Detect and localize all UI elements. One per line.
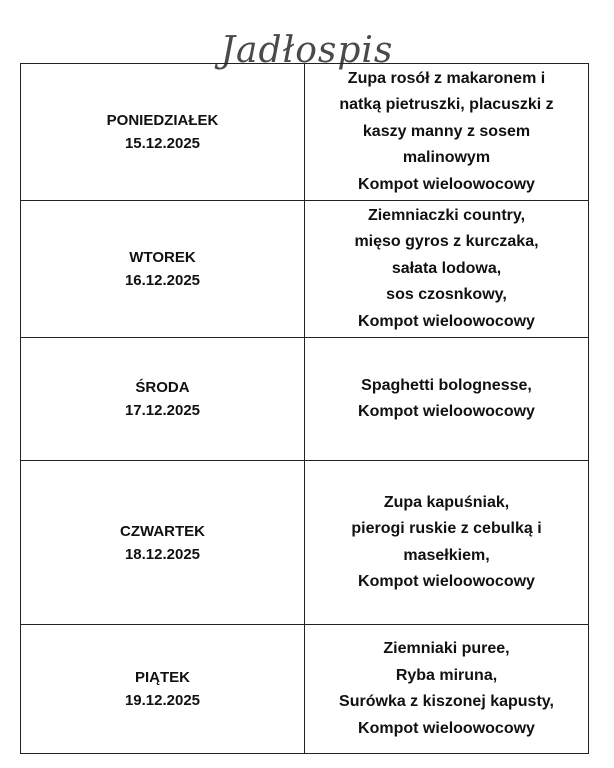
day-name: PIĄTEK <box>134 669 190 686</box>
table-row <box>21 461 589 625</box>
day-date: 17.12.2025 <box>124 402 201 419</box>
table-row <box>21 64 589 201</box>
meal-line: Kompot wieloowocowy <box>358 312 535 330</box>
meal-line: Kompot wieloowocowy <box>358 573 535 590</box>
meal-line: Kompot wieloowocowy <box>358 403 535 420</box>
day-name: ŚRODA <box>135 379 190 396</box>
meal-line: Surówka z kiszonej kapusty, <box>339 693 554 710</box>
menu-table <box>20 63 589 754</box>
meal-line: pierogi ruskie z cebulką i <box>351 520 542 537</box>
day-cell <box>21 461 305 625</box>
meal-line: Zupa kapuśniak, <box>383 493 510 511</box>
day-name: WTOREK <box>129 249 196 266</box>
meal-line: mięso gyros z kurczaka, <box>354 233 539 251</box>
meal-cell <box>305 64 589 201</box>
meal-line: Ryba miruna, <box>395 666 498 684</box>
meal-line: sos czosnkowy, <box>386 286 507 304</box>
day-cell <box>21 201 305 338</box>
meal-line: natką pietruszki, placuszki z <box>339 96 554 114</box>
day-date: 19.12.2025 <box>124 692 201 709</box>
meal-line: Ziemniaki puree, <box>383 640 510 657</box>
meal-cell <box>305 338 589 461</box>
day-cell <box>21 64 305 201</box>
meal-line: sałata lodowa, <box>391 259 502 277</box>
meal-line: Kompot wieloowocowy <box>358 719 535 737</box>
day-name: PONIEDZIAŁEK <box>106 112 219 129</box>
day-date: 15.12.2025 <box>124 135 201 152</box>
meal-cell <box>305 201 589 338</box>
table-row <box>21 625 589 754</box>
page-title: Jadłospis <box>220 30 394 72</box>
meal-line: kaszy manny z sosem <box>362 122 531 140</box>
table-row <box>21 201 589 338</box>
table-row <box>21 338 589 461</box>
meal-cell <box>305 625 589 754</box>
meal-line: malinowym <box>402 149 491 167</box>
meal-line: Zupa rosół z makaronem i <box>347 69 546 87</box>
day-date: 18.12.2025 <box>124 545 201 563</box>
day-date: 16.12.2025 <box>124 272 201 289</box>
day-name: CZWARTEK <box>120 522 205 540</box>
meal-line: masełkiem, <box>403 546 490 564</box>
meal-cell <box>305 461 589 625</box>
meal-line: Kompot wieloowocowy <box>358 175 535 193</box>
day-cell <box>21 338 305 461</box>
meal-line: Ziemniaczki country, <box>367 206 526 224</box>
day-cell <box>21 625 305 754</box>
meal-line: Spaghetti bolognesse, <box>361 376 532 394</box>
